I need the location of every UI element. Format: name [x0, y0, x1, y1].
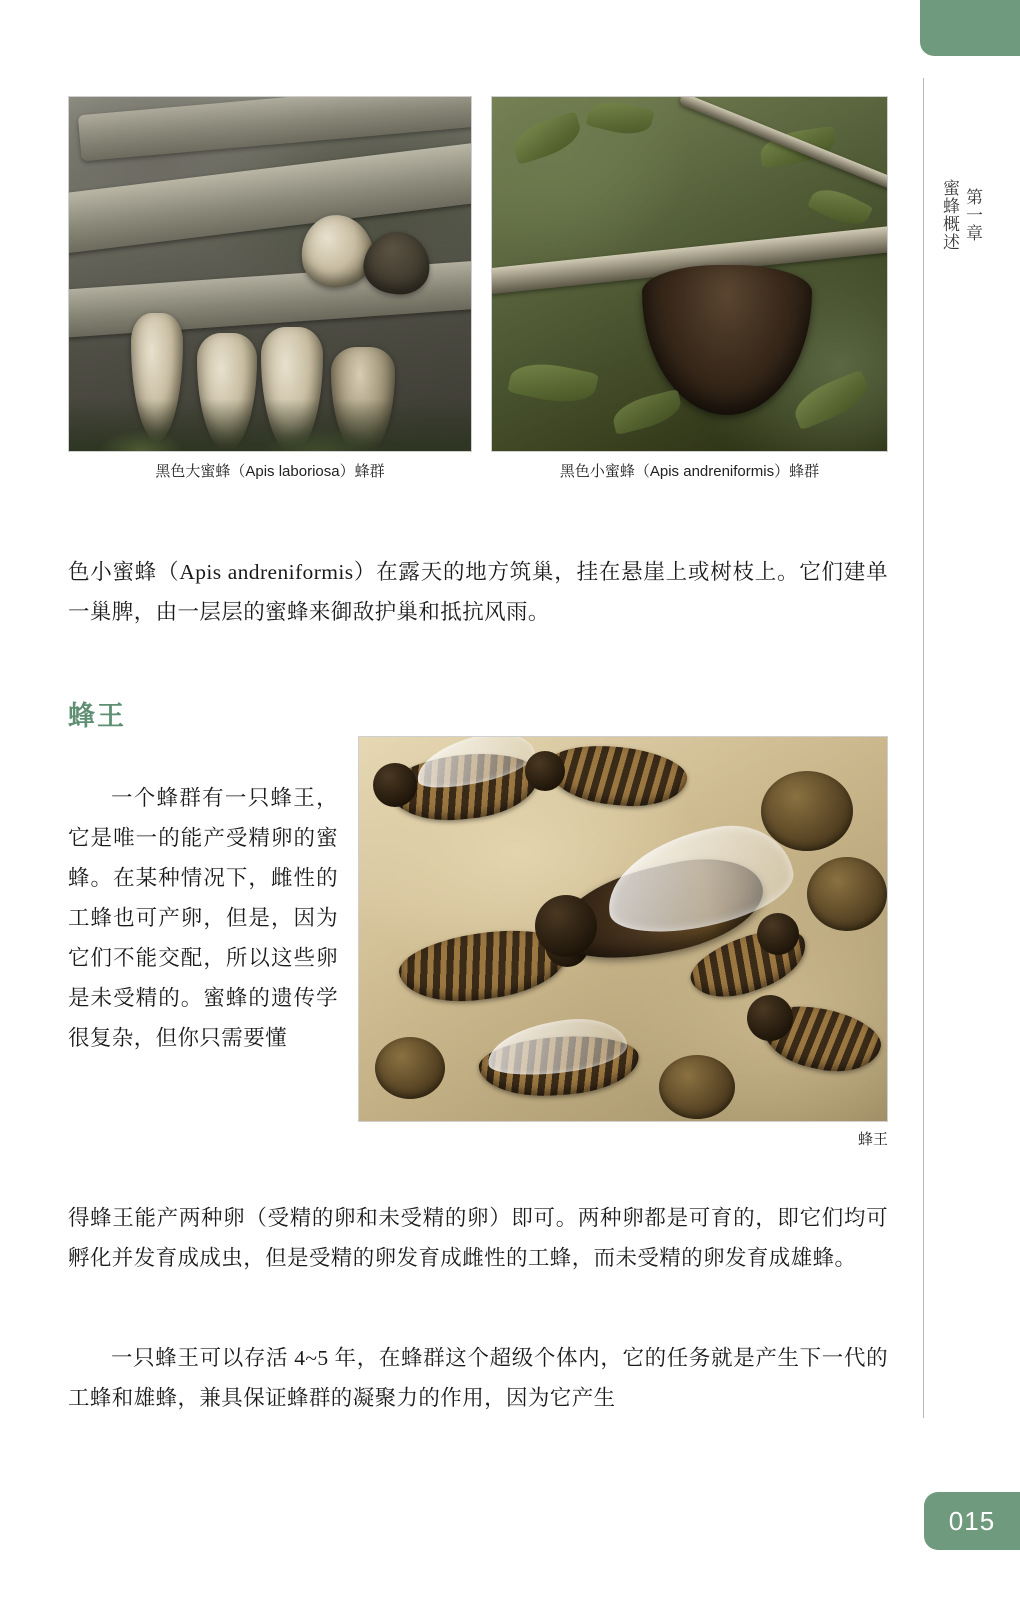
paragraph-egg-types: 得蜂王能产两种卵（受精的卵和未受精的卵）即可。两种卵都是可育的，即它们均可孵化并发育成成虫，但是受精的卵发育成雌性的工蜂，而未受精的卵发育成雄蜂。: [68, 1205, 888, 1270]
paragraph-queen-intro: 一个蜂群有一只蜂王，它是唯一的能产受精卵的蜜蜂。在某种情况下，雌性的工蜂也可产卵，但是，因为它们不能交配，所以这些卵是未受精的。蜜蜂的遗传学很复杂，但你只需要懂: [68, 785, 338, 1050]
paragraph-queen-lifespan: 一只蜂王可以存活 4~5 年，在蜂群这个超级个体内，它的任务就是产生下一代的工蜂和雄蜂，兼具保证蜂群的凝聚力的作用，因为它产生: [68, 1345, 888, 1410]
margin-rule: [923, 78, 924, 1418]
page-number-badge: 015: [924, 1492, 1020, 1550]
chapter-label-line-1: 第一章: [963, 188, 982, 242]
section-heading-queen: 蜂王: [68, 701, 126, 732]
caption-queen: 蜂王: [857, 1131, 888, 1148]
caption-laboriosa: 黑色大蜜蜂（Apis laboriosa）蜂群: [155, 463, 385, 480]
paragraph-continued: 色小蜜蜂（Apis andreniformis）在露天的地方筑巢，挂在悬崖上或树枝上。它们建单一巢脾，由一层层的蜜蜂来御敌护巢和抵抗风雨。: [68, 559, 888, 624]
chapter-label: [940, 100, 984, 330]
figure-image-laboriosa: [68, 96, 472, 452]
top-figure-captions: [68, 460, 888, 486]
chapter-corner-tab: [920, 0, 1020, 56]
figure-image-andreniformis: [491, 96, 888, 452]
chapter-label-line-2: 蜜蜂概述: [940, 179, 959, 251]
top-figure-row: [68, 96, 888, 452]
caption-andreniformis: 黑色小蜜蜂（Apis andreniformis）蜂群: [559, 463, 820, 480]
figure-image-queen: [358, 736, 888, 1122]
